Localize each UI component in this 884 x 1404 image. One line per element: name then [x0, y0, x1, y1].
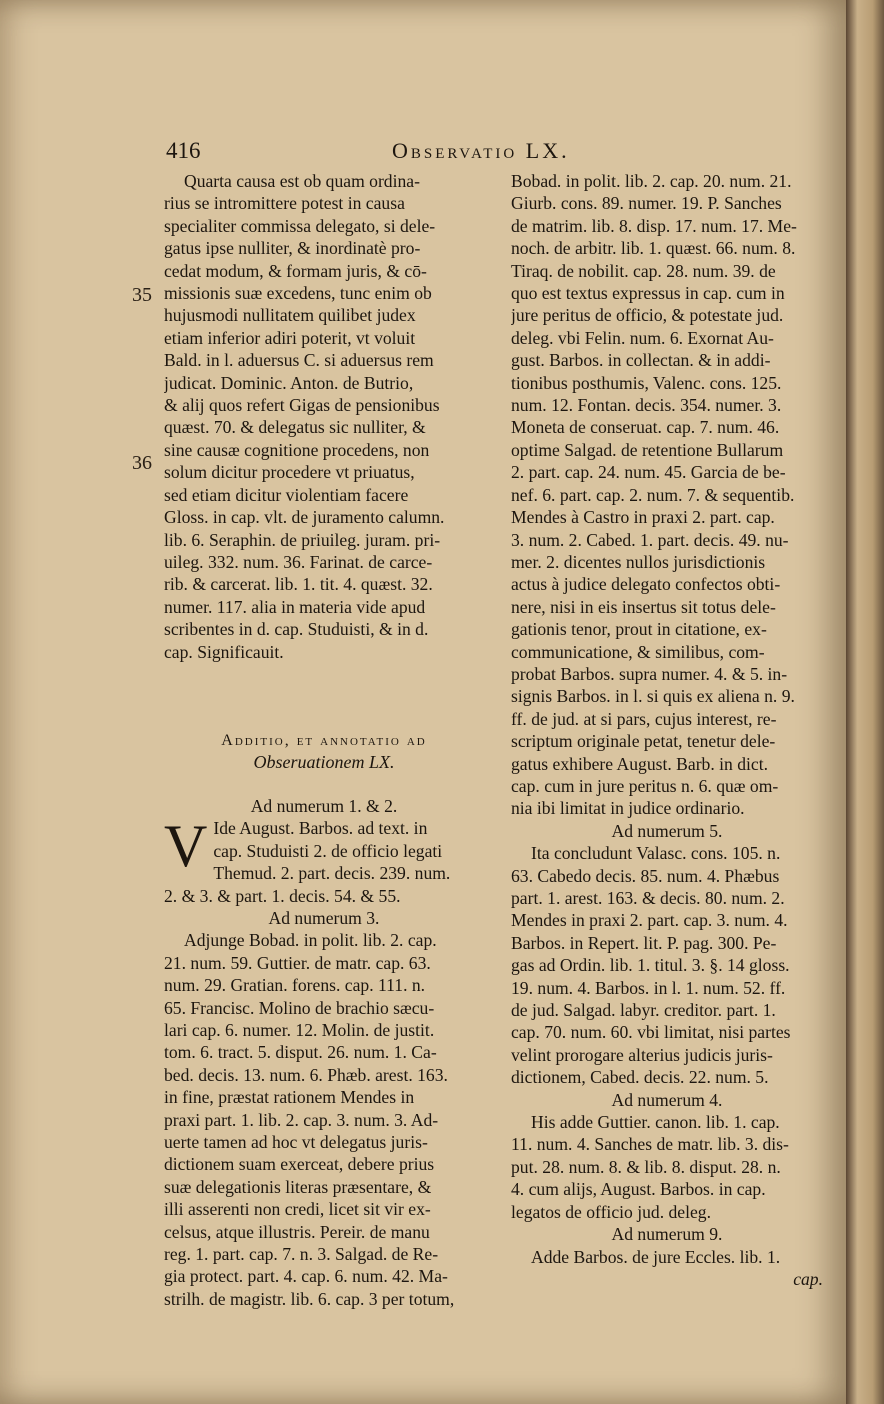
right-text-line: tionibus posthumis, Valenc. cons. 125.	[511, 372, 782, 393]
left-text-line: Gloss. in cap. vlt. de juramento calumn.	[164, 507, 445, 528]
left-text-line: rius se intromittere potest in causa	[164, 193, 405, 214]
right-text-line: signis Barbos. in l. si quis ex aliena n. 9.	[511, 686, 795, 707]
right-text-line: noch. de arbitr. lib. 1. quæst. 66. num. 8.	[511, 238, 796, 259]
right-text-line: quo est textus expressus in cap. cum in	[511, 283, 785, 304]
his-text-line: 4. cum alijs, August. Barbos. in cap.	[511, 1179, 766, 1200]
adjunge-text-line: dictionem suam exerceat, debere prius	[164, 1154, 435, 1175]
left-text-line: hujusmodi nullitatem quilibet judex	[164, 305, 416, 326]
adjunge-text-line: 21. num. 59. Guttier. de matr. cap. 63.	[164, 952, 431, 973]
vide-text-line: cap. Studuisti 2. de officio legati	[213, 840, 443, 861]
section-ad-numerum-4: Ad numerum 4.	[611, 1089, 723, 1110]
left-text-line: numer. 117. alia in materia vide apud	[164, 596, 426, 617]
right-text-line: Tiraq. de nobilit. cap. 28. num. 39. de	[511, 260, 776, 281]
left-text-line: Bald. in l. aduersus C. si aduersus rem	[164, 350, 434, 371]
left-text-line: gatus ipse nulliter, & inordinatè pro-	[164, 238, 421, 259]
left-text-line: & alij quos refert Gigas de pensionibus	[164, 395, 440, 416]
left-text-line: Quarta causa est ob quam ordina-	[184, 171, 420, 191]
adjunge-text-line: bed. decis. 13. num. 6. Phæb. arest. 163.	[164, 1064, 448, 1085]
adjunge-text-line: 65. Francisc. Molino de brachio sæcu-	[164, 997, 435, 1018]
page-number: 416	[166, 138, 201, 163]
left-text-line: etiam inferior adiri poterit, vt voluit	[164, 327, 416, 348]
ita-text-line: 19. num. 4. Barbos. in l. 1. num. 52. ff.	[511, 977, 786, 998]
running-title: Observatio LX.	[392, 138, 570, 163]
ita-text-line: Mendes in praxi 2. part. cap. 3. num. 4.	[511, 910, 788, 931]
adde-text-line: Adde Barbos. de jure Eccles. lib. 1.	[531, 1246, 781, 1267]
left-text-line: scribentes in d. cap. Studuisti, & in d.	[164, 619, 429, 640]
right-text-line: nia ibi limitat in judice ordinario.	[511, 798, 745, 819]
paragraph-ita-concludunt	[511, 842, 823, 1088]
right-body-text	[511, 170, 823, 820]
right-text-line: de matrim. lib. 8. disp. 17. num. 17. Me-	[511, 215, 797, 236]
vide-text-line: Ide August. Barbos. ad text. in	[213, 818, 428, 839]
left-text-line: judicat. Dominic. Anton. de Butrio,	[164, 372, 414, 393]
right-text-line: Mendes à Castro in praxi 2. part. cap.	[511, 507, 775, 528]
adjunge-text-line: suæ delegationis literas præsentare, &	[164, 1176, 432, 1197]
margin-number-36: 36	[132, 452, 152, 474]
left-text-line: specialiter commissa delegato, si dele-	[164, 215, 436, 236]
dropcap-paragraph	[164, 813, 484, 907]
right-text-line: gatus exhibere August. Barb. in dict.	[511, 753, 769, 774]
right-text-line: deleg. vbi Felin. num. 6. Exornat Au-	[511, 327, 774, 348]
section-ad-numerum-1: Ad numerum 1. & 2.	[250, 795, 398, 816]
his-text-line: put. 28. num. 8. & lib. 8. disput. 28. n.	[511, 1156, 781, 1177]
left-text-line: quæst. 70. & delegatus sic nulliter, &	[164, 417, 426, 438]
right-text-line: gust. Barbos. in collectan. & in addi-	[511, 350, 771, 371]
adjunge-text-line: uerte tamen ad hoc vt delegatus juris-	[164, 1132, 428, 1153]
adjunge-text-line: strilh. de magistr. lib. 6. cap. 3 per totum,	[164, 1288, 455, 1309]
ita-text-line: Ita concludunt Valasc. cons. 105. n.	[531, 843, 781, 864]
right-text-line: communicatione, & similibus, com-	[511, 641, 765, 662]
left-column	[164, 170, 484, 1310]
left-text-line: lib. 6. Seraphin. de priuileg. juram. pri-	[164, 529, 441, 550]
right-text-line: ff. de jud. at si pars, cujus interest, re-	[511, 708, 777, 729]
ita-text-line: de jud. Salgad. labyr. creditor. part. 1.	[511, 1000, 776, 1021]
right-text-line: optime Salgad. de retentione Bullarum	[511, 439, 784, 460]
vide-text-line: 2. & 3. & part. 1. decis. 54. & 55.	[164, 885, 401, 906]
addition-heading: Additio, et annotatio ad	[221, 731, 427, 749]
adjunge-text-line: Adjunge Bobad. in polit. lib. 2. cap.	[184, 930, 437, 951]
adjunge-text-line: reg. 1. part. cap. 7. n. 3. Salgad. de Re-	[164, 1244, 439, 1265]
dropcap-letter: V	[164, 813, 208, 880]
right-text-line: num. 12. Fontan. decis. 354. numer. 3.	[511, 395, 782, 416]
left-text-line: uileg. 332. num. 36. Farinat. de carce-	[164, 551, 433, 572]
ita-text-line: 63. Cabedo decis. 85. num. 4. Phæbus	[511, 865, 780, 886]
left-text-line: cap. Significauit.	[164, 641, 284, 662]
addition-subheading: Obseruationem LX.	[253, 751, 395, 772]
right-text-line: gationis tenor, prout in citatione, ex-	[511, 619, 767, 640]
left-text-line: sine causæ cognitione procedens, non	[164, 439, 430, 460]
right-text-line: scriptum originale petat, tenetur dele-	[511, 731, 776, 752]
right-text-line: probat Barbos. supra numer. 4. & 5. in-	[511, 663, 788, 684]
right-text-line: cap. cum in jure peritus n. 6. quæ om-	[511, 775, 779, 796]
ita-text-line: dictionem, Cabed. decis. 22. num. 5.	[511, 1067, 769, 1088]
left-text-line: sed etiam dicitur violentiam facere	[164, 484, 409, 505]
right-column	[511, 170, 823, 1290]
left-text-line: solum dicitur procedere vt priuatus,	[164, 462, 415, 483]
adjunge-text-line: gia protect. part. 4. cap. 6. num. 42. Ma-	[164, 1266, 448, 1287]
right-text-line: mer. 2. dicentes nullos jurisdictionis	[511, 551, 766, 572]
right-text-line: jure peritus de officio, & potestate jud.	[511, 305, 784, 326]
next-page-edge	[846, 0, 884, 1404]
ita-text-line: part. 1. arest. 163. & decis. 80. num. 2.	[511, 888, 785, 908]
right-text-line: 3. num. 2. Cabed. 1. part. decis. 49. nu-	[511, 529, 789, 550]
section-ad-numerum-5: Ad numerum 5.	[611, 820, 723, 841]
page-header	[166, 138, 651, 166]
adjunge-text-line: illi asserenti non credi, licet sit vir ex-	[164, 1199, 431, 1220]
section-ad-numerum-3: Ad numerum 3.	[268, 907, 380, 928]
ita-text-line: gas ad Ordin. lib. 1. titul. 3. §. 14 gloss.	[511, 955, 790, 976]
ita-text-line: Barbos. in Repert. lit. P. pag. 300. Pe-	[511, 932, 777, 953]
paragraph-adde	[511, 1246, 823, 1268]
paragraph-his-adde	[511, 1111, 823, 1223]
paragraph-adjunge	[164, 929, 484, 1310]
right-text-line: 2. part. cap. 24. num. 45. Garcia de be-	[511, 462, 786, 483]
left-text-line: cedat modum, & formam juris, & cō-	[164, 260, 427, 281]
ita-text-line: velint prorogare alterius judicis juris-	[511, 1044, 773, 1065]
section-ad-numerum-9: Ad numerum 9.	[611, 1224, 723, 1245]
vide-text-line: Themud. 2. part. decis. 239. num.	[213, 863, 451, 884]
left-body-text	[164, 170, 484, 663]
right-text-line: Giurb. cons. 89. numer. 19. P. Sanches	[511, 193, 782, 214]
right-text-line: nere, nisi in eis insertus sit totus dele-	[511, 596, 776, 617]
his-text-line: His adde Guttier. canon. lib. 1. cap.	[531, 1112, 780, 1133]
his-text-line: 11. num. 4. Sanches de matr. lib. 3. dis-	[511, 1134, 789, 1155]
paragraph-vide	[164, 813, 484, 907]
right-text-line: Moneta de conseruat. cap. 7. num. 46.	[511, 417, 780, 438]
catchword: cap.	[793, 1268, 823, 1289]
his-text-line: legatos de officio jud. deleg.	[511, 1201, 711, 1222]
left-text-line: rib. & carcerat. lib. 1. tit. 4. quæst. 32.	[164, 574, 433, 595]
adjunge-text-line: lari cap. 6. numer. 12. Molin. de justit.	[164, 1020, 435, 1040]
ita-text-line: cap. 70. num. 60. vbi limitat, nisi partes	[511, 1022, 791, 1043]
right-text-line: Bobad. in polit. lib. 2. cap. 20. num. 21.	[511, 171, 792, 191]
left-text-line: missionis suæ excedens, tunc enim ob	[164, 283, 432, 304]
adjunge-text-line: num. 29. Gratian. forens. cap. 111. n.	[164, 975, 426, 996]
right-text-line: nef. 6. part. cap. 2. num. 7. & sequentib.	[511, 484, 795, 505]
adjunge-text-line: tom. 6. tract. 5. disput. 26. num. 1. Ca-	[164, 1042, 437, 1063]
margin-number-35: 35	[132, 284, 152, 306]
adjunge-text-line: celsus, atque illustris. Pereir. de manu	[164, 1221, 430, 1242]
right-text-line: actus à judice delegato confectos obti-	[511, 574, 781, 595]
adjunge-text-line: praxi part. 1. lib. 2. cap. 3. num. 3. Ad-	[164, 1109, 439, 1130]
adjunge-text-line: in fine, præstat rationem Mendes in	[164, 1087, 415, 1108]
